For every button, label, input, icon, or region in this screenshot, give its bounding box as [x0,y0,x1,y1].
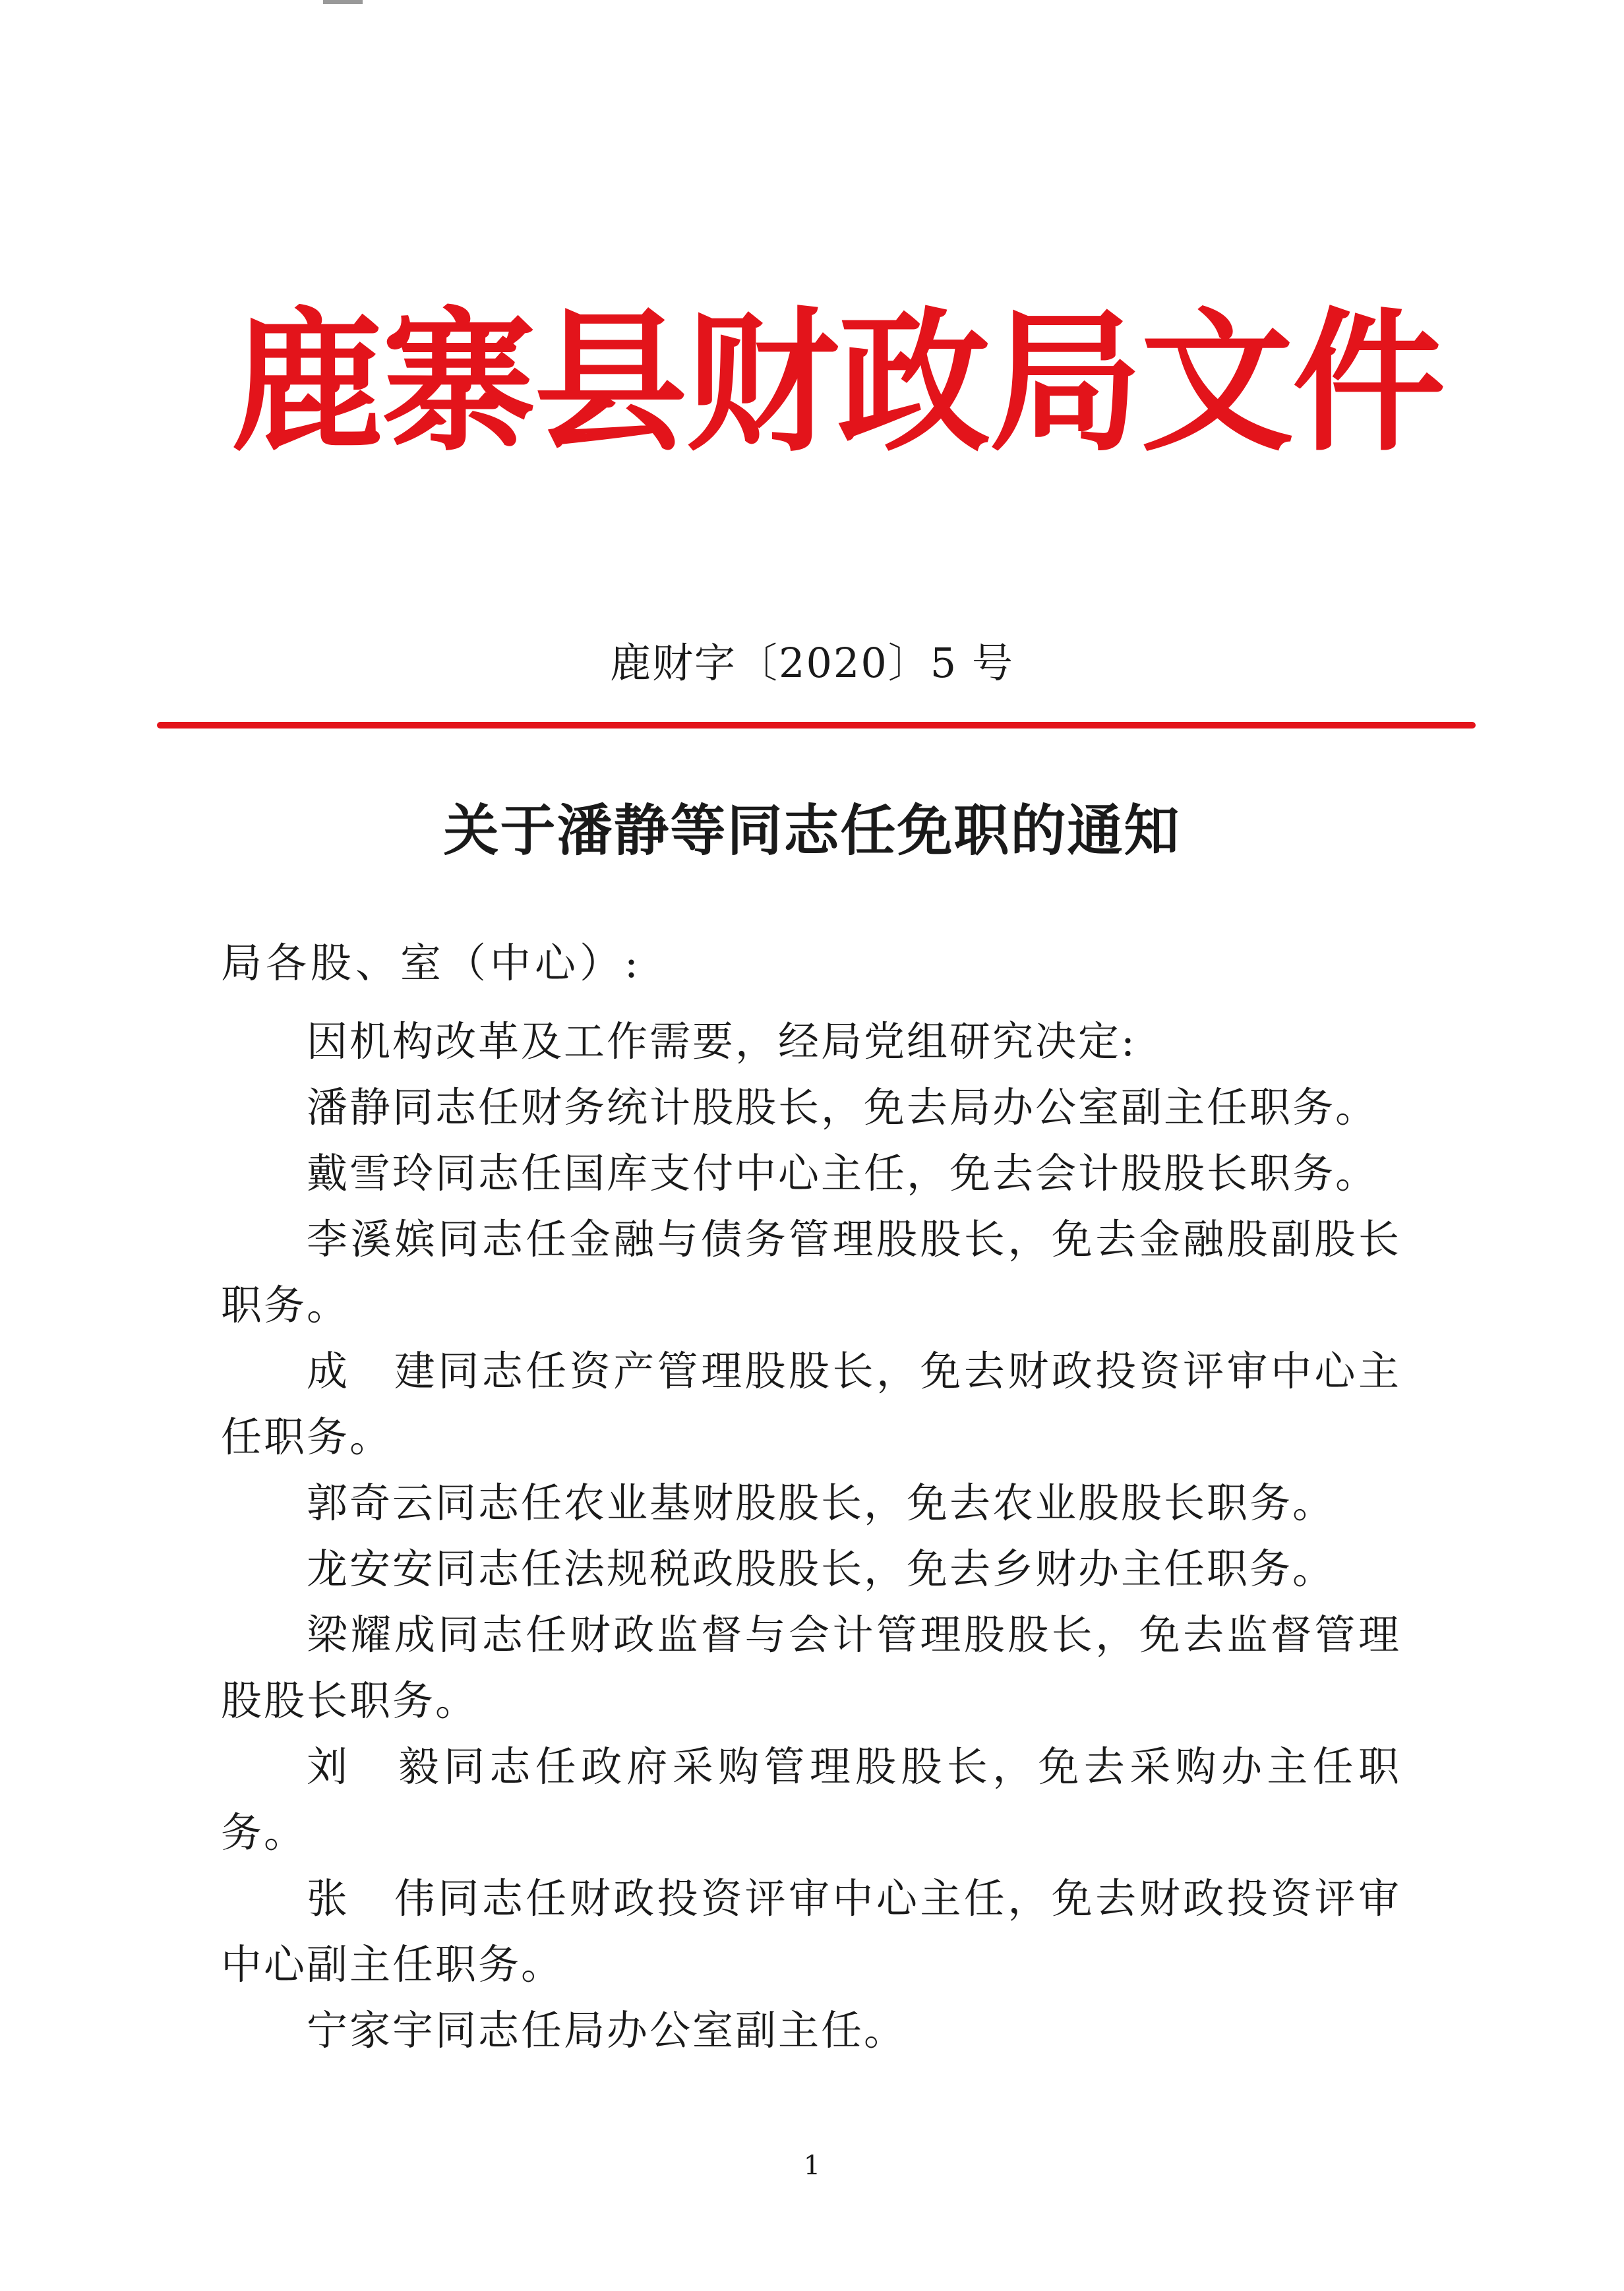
body-paragraph: 刘 毅同志任政府采购管理股股长，免去采购办主任职务。 [221,1742,1401,1857]
masthead-char: 政 [837,292,991,472]
body-paragraph: 郭奇云同志任农业基财股股长，免去农业股股长职务。 [307,1479,1336,1527]
masthead-char: 县 [534,292,688,472]
masthead-char: 局 [989,292,1143,472]
masthead-char: 鹿 [231,292,384,472]
body-paragraph: 成 建同志任资产管理股股长，免去财政投资评审中心主任职务。 [221,1347,1401,1461]
body-paragraph: 龙安安同志任法规税政股股长，免去乡财办主任职务。 [307,1545,1336,1593]
body-paragraph: 戴雪玲同志任国库支付中心主任，免去会计股股长职务。 [307,1149,1379,1197]
body-paragraph: 因机构改革及工作需要，经局党组研究决定: [307,1017,1137,1065]
body-paragraph: 张 伟同志任财政投资评审中心主任，免去财政投资评审中心副主任职务。 [221,1874,1401,1988]
body-paragraph: 宁家宇同志任局办公室副主任。 [307,2006,907,2054]
page-number: 1 [803,2151,821,2181]
document-title: 关于潘静等同志任免职的通知 [443,798,1181,863]
body-paragraph: 李溪嫔同志任金融与债务管理股股长，免去金融股副股长职务。 [221,1215,1401,1329]
masthead-char: 寨 [382,292,536,472]
masthead-char: 件 [1292,292,1446,472]
body-text [221,1009,1401,2064]
body-paragraph: 潘静同志任财务统计股股长，免去局办公室副主任职务。 [307,1083,1379,1131]
body-paragraph: 梁耀成同志任财政监督与会计管理股股长，免去监督管理股股长职务。 [221,1611,1401,1725]
scan-mark [323,0,363,4]
document-number: 鹿财字〔2020〕5 号 [610,639,1014,687]
masthead [231,277,1446,488]
masthead-char: 财 [686,292,839,472]
salutation: 局各股、室（中心）: [221,939,642,987]
red-divider-line [157,722,1476,729]
masthead-char: 文 [1141,292,1294,472]
